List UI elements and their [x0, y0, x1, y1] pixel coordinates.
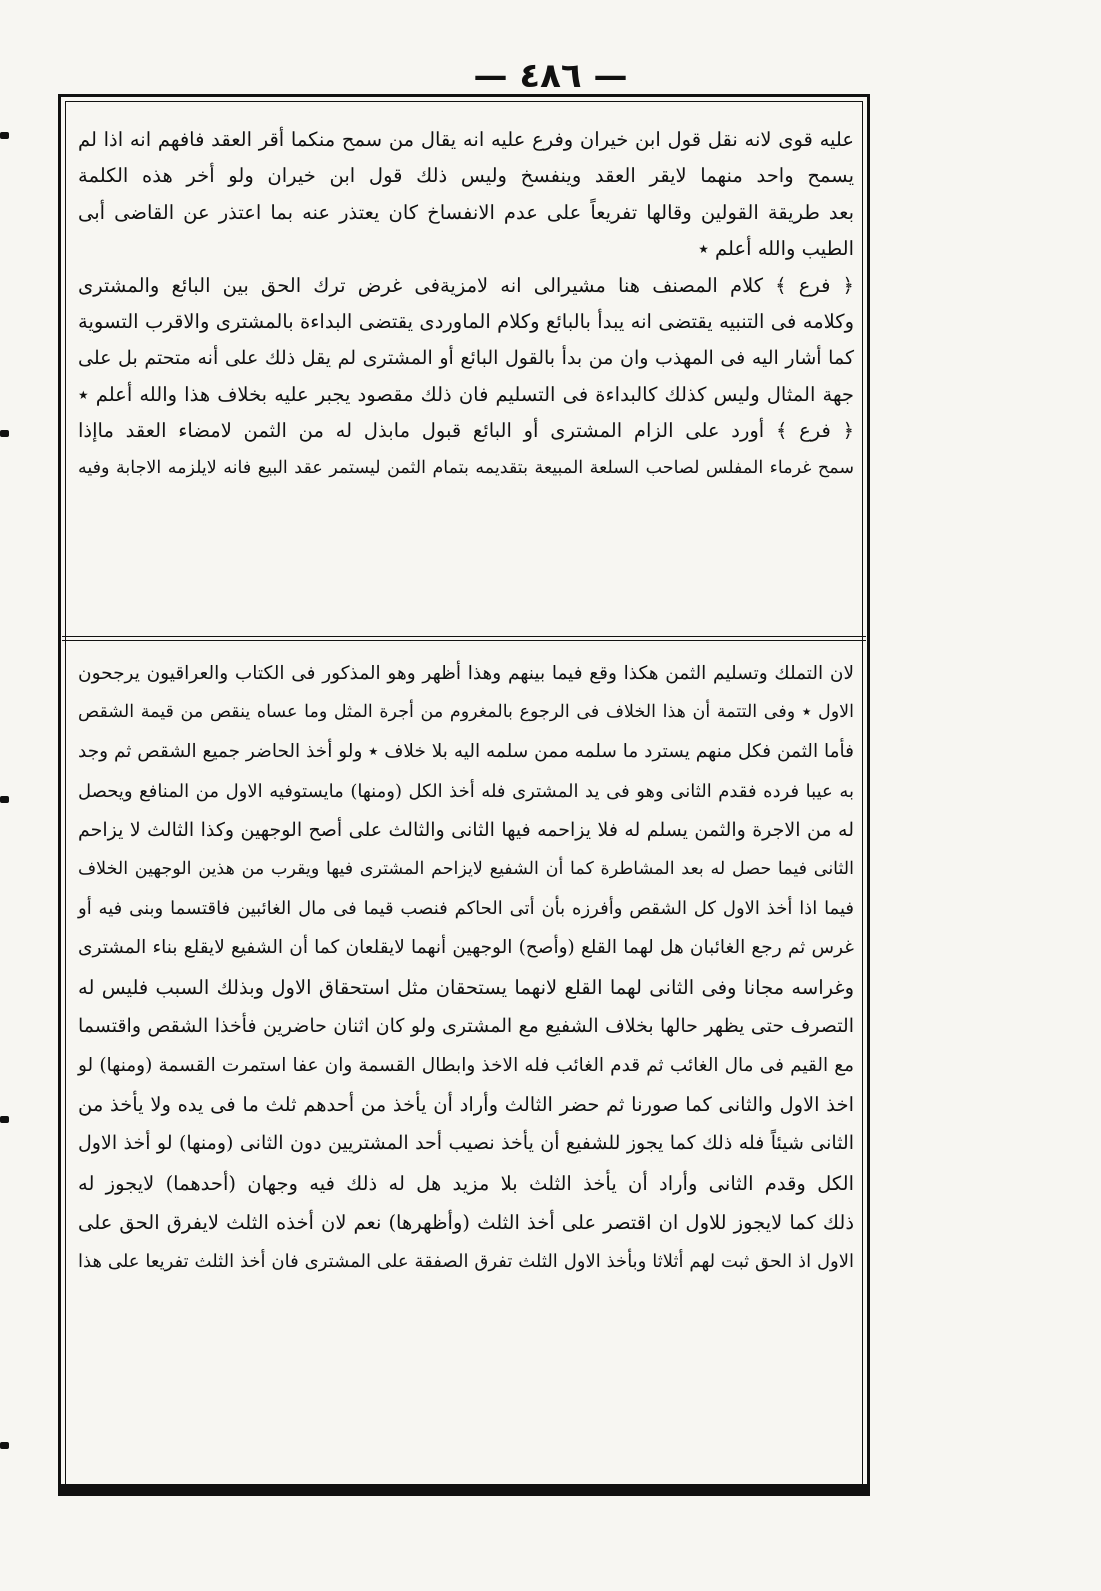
lower-text-block [78, 654, 854, 1281]
text-line: غرس ثم رجع الغائبان هل لهما القلع (وأصح) الوجهين أنهما لايقلعان كما أن الشفيع لايقلع بناء المشترى [78, 937, 854, 959]
text-line: فيما اذا أخذ الاول كل الشقص وأفرزه بأن أتى الحاكم فنصب قيما فى مال الغائبين فاقتسما وبنى فيه أو [78, 898, 854, 920]
text-line: به عيبا فرده فقدم الثانى وهو فى يد المشترى فله أخذ الكل (ومنها) مايستوفيه الاول من المنافع ويحصل [78, 780, 854, 802]
page-number: — ٤٨٦ — [473, 56, 628, 96]
text-line: التصرف حتى يظهر حالها بخلاف الشفيع مع المشترى ولو كان اثنان حاضرين فأخذا الشقص واقتسما [78, 1014, 854, 1037]
binding-mark [0, 1442, 9, 1449]
text-line: ﴿ فرع ﴾ كلام المصنف هنا مشيرالى انه لامزيةفى غرض ترك الحق بين البائع والمشترى [78, 273, 854, 297]
text-line: الثانى شيئاً فله ذلك كما يجوز للشفيع أن يأخذ نصيب أحد المشتريين دون الثانى (ومنها) لو أخذ الاول [78, 1132, 854, 1155]
text-line: الثانى فيما حصل له بعد المشاطرة كما أن الشفيع لايزاحم المشترى فيها ويقرب من هذين الوجهين الخلاف [78, 859, 854, 880]
text-line: فأما الثمن فكل منهم يسترد ما سلمه ممن سلمه اليه بلا خلاف ٭ ولو أخذ الحاضر جميع الشقص ثم وجد [78, 741, 854, 763]
text-line: الطيب والله أعلم ٭ [698, 237, 854, 261]
section-divider [62, 636, 866, 641]
text-line: الاول ٭ وفى التتمة أن هذا الخلاف فى الرجوع بالمغروم من أجرة المثل وما عساه ينقص من قيمة الشقص [78, 702, 854, 723]
text-line: جهة المثال وليس كذلك كالبداءة فى التسليم فان ذلك مقصود يجبر عليه بخلاف هذا والله أعلم ٭ [78, 382, 854, 406]
text-line: يسمح واحد منهما لايقر العقد وينفسخ وليس ذلك قول ابن خيران ولو أخر هذه الكلمة [78, 164, 854, 188]
text-line: الاول اذ الحق ثبت لهم أثلاثا وبأخذ الاول الثلث تفرق الصفقة على المشترى فان أخذ الثلث تفريعا على هذا [78, 1251, 854, 1273]
binding-mark [0, 1116, 9, 1123]
binding-mark [0, 430, 9, 437]
text-line: عليه قوى لانه نقل قول ابن خيران وفرع عليه انه يقال من سمح منكما أقر العقد فافهم انه اذا لم [78, 128, 854, 151]
text-line: ﴿ فرع ﴾ أورد على الزام المشترى أو البائع قبول مابذل له من الثمن لامضاء العقد ماإذا [78, 419, 854, 443]
text-line: سمح غرماء المفلس لصاحب السلعة المبيعة بتقديمه بتمام الثمن ليستمر عقد البيع فانه لايلزمه الاجابة وفيه [78, 457, 854, 478]
text-line: بعد طريقة القولين وقالها تفريعاً على عدم الانفساخ كان يعتذر عنه بما اعتذر عن القاضى أبى [78, 200, 854, 224]
text-line: وكلامه فى التنبيه يقتضى انه يبدأ بالبائع وكلام الماوردى يقتضى البداءة بالمشترى والاقرب التسوية [78, 310, 854, 334]
binding-mark [0, 796, 9, 803]
text-line: ذلك كما لايجوز للاول ان اقتصر على أخذ الثلث (وأظهرها) نعم لان أخذه الثلث لايفرق الحق على [78, 1210, 854, 1234]
upper-text-block [78, 122, 854, 486]
text-line: وغراسه مجانا وفى الثانى لهما القلع لانهما يستحقان مثل استحقاق الاول وبذلك السبب فليس له [78, 975, 854, 999]
frame-bottom-rule [58, 1484, 870, 1496]
text-line: اخذ الاول والثانى كما صورنا ثم حضر الثالث وأراد أن يأخذ من أحدهم ثلث ما فى يده ولا يأخذ من [78, 1093, 854, 1117]
text-line: لان التملك وتسليم الثمن هكذا وقع فيما بينهم وهذا أظهر وهو المذكور فى الكتاب والعراقيون يرجحون [78, 663, 854, 684]
binding-mark [0, 132, 9, 139]
text-line: له من الاجرة والثمن يسلم له فلا يزاحمه فيها الثانى والثالث على أصح الوجهين وكذا الثالث لا يزاحم [78, 818, 854, 841]
text-line: كما أشار اليه فى المهذب وان من بدأ بالقول البائع أو المشترى لم يقل ذلك على أنه متحتم بل على [78, 347, 854, 370]
text-line: الكل وقدم الثانى وأراد أن يأخذ الثلث بلا مزيد هل له ذلك فيه وجهان (أحدهما) لايجوز له [78, 1171, 854, 1195]
text-line: مع القيم فى مال الغائب ثم قدم الغائب فله الاخذ وابطال القسمة وان عفا استمرت القسمة (ومنها) لو [78, 1055, 854, 1077]
